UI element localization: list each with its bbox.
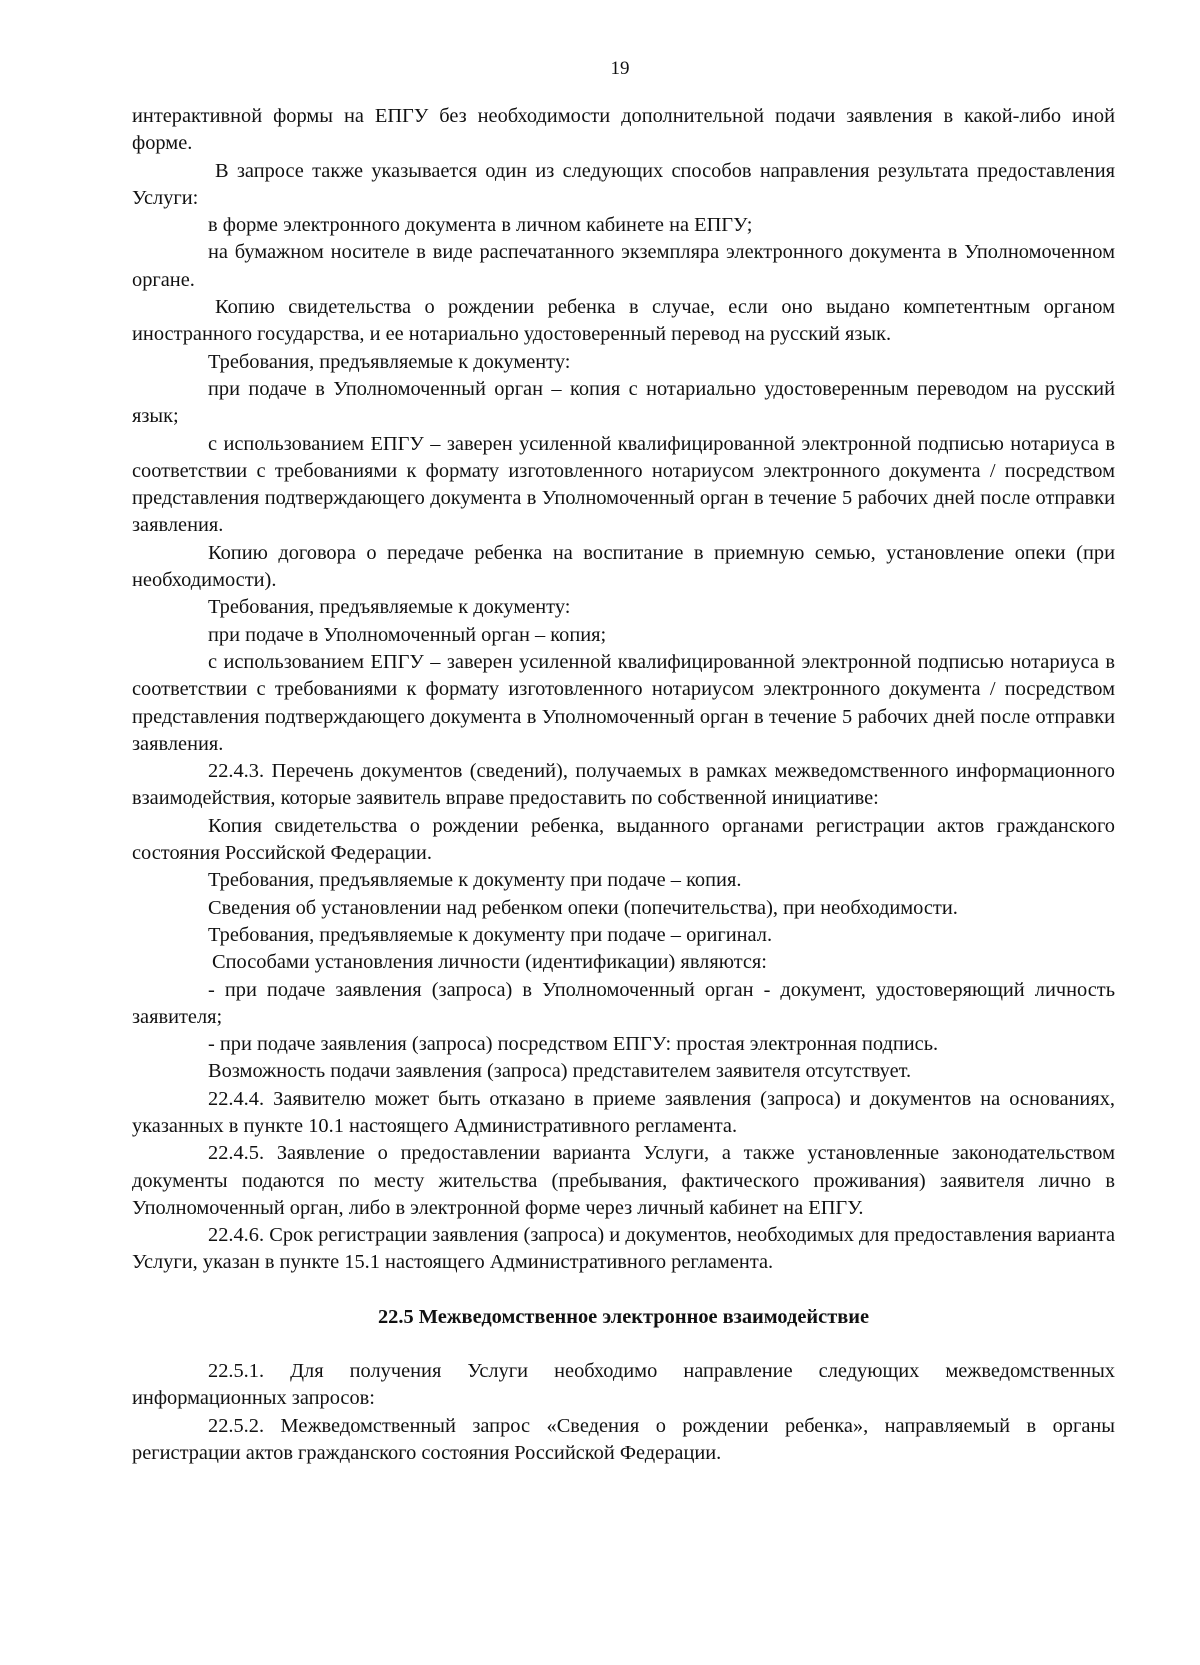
page-number: 19 [610,58,630,79]
paragraph: Требования, предъявляемые к документу: [208,350,571,373]
paragraph: - при подаче заявления (запроса) в Уполномоченный орган - документ, удостоверяющий личность заявителя; [132,978,1115,1028]
document-body [132,103,1115,1467]
paragraph: 22.4.3. Перечень документов (сведений), получаемых в рамках межведомственного информационного взаимодействия, которые заявитель вправе предоставить по собственной инициативе: [132,760,1115,810]
paragraph: с использованием ЕПГУ – заверен усиленной квалифицированной электронной подписью нотариуса в соответствии с требованиями к формату изготовленного нотариусом электронного документа / посредством представления подтверждающего документа в Уполномоченный орган в течение 5 рабочих дней после отправки заявления. [132,432,1115,537]
paragraph: Требования, предъявляемые к документу при подаче – оригинал. [208,923,773,946]
paragraph: Копия свидетельства о рождении ребенка, выданного органами регистрации актов гражданского состояния Российской Федерации. [132,814,1115,865]
paragraph: Копию договора о передаче ребенка на воспитание в приемную семью, установление опеки (при необходимости). [132,541,1115,592]
paragraph: на бумажном носителе в виде распечатанного экземпляра электронного документа в Уполномоченном органе. [132,241,1115,291]
paragraph: 22.4.5. Заявление о предоставлении варианта Услуги, а также установленные законодательством документы подаются по месту жительства (пребывания, фактического проживания) заявителя лично в Уполномоченный орган, либо в электронной форме через личный кабинет на ЕПГУ. [132,1142,1115,1219]
paragraph: 22.4.4. Заявителю может быть отказано в приеме заявления (запроса) и документов на основаниях, указанных в пункте 10.1 настоящего Административного регламента. [132,1087,1115,1137]
paragraph: в форме электронного документа в личном кабинете на ЕПГУ; [208,214,753,237]
paragraph: Копию свидетельства о рождении ребенка в случае, если оно выдано компетентным органом иностранного государства, и ее нотариально удостоверенный перевод на русский язык. [132,296,1115,346]
paragraph: Возможность подачи заявления (запроса) представителем заявителя отсутствует. [208,1060,912,1083]
paragraph: интерактивной формы на ЕПГУ без необходимости дополнительной подачи заявления в какой-либо иной форме. [132,105,1115,155]
paragraph: - при подаче заявления (запроса) посредством ЕПГУ: простая электронная подпись. [208,1033,939,1056]
paragraph: 22.5.2. Межведомственный запрос «Сведения о рождении ребенка», направляемый в органы регистрации актов гражданского состояния Российской Федерации. [132,1414,1115,1464]
section-heading: 22.5 Межведомственное электронное взаимодействие [377,1305,870,1328]
paragraph: 22.4.6. Срок регистрации заявления (запроса) и документов, необходимых для предоставления варианта Услуги, указан в пункте 15.1 настоящего Административного регламента. [132,1224,1115,1274]
paragraph: при подаче в Уполномоченный орган – копия; [208,623,607,646]
paragraph: при подаче в Уполномоченный орган – копия с нотариально удостоверенным переводом на русский язык; [132,377,1115,428]
paragraph: В запросе также указывается один из следующих способов направления результата предоставления Услуги: [132,159,1115,209]
paragraph: Способами установления личности (идентификации) являются: [212,951,767,974]
paragraph: Требования, предъявляемые к документу при подаче – копия. [208,869,742,892]
paragraph: Сведения об установлении над ребенком опеки (попечительства), при необходимости. [208,896,958,919]
paragraph: 22.5.1. Для получения Услуги необходимо направление следующих межведомственных информационных запросов: [132,1360,1115,1410]
paragraph: с использованием ЕПГУ – заверен усиленной квалифицированной электронной подписью нотариуса в соответствии с требованиями к формату изготовленного нотариусом электронного документа / посредством представления подтверждающего документа в Уполномоченный орган в течение 5 рабочих дней после отправки заявления. [132,650,1115,755]
paragraph: Требования, предъявляемые к документу: [208,596,571,619]
